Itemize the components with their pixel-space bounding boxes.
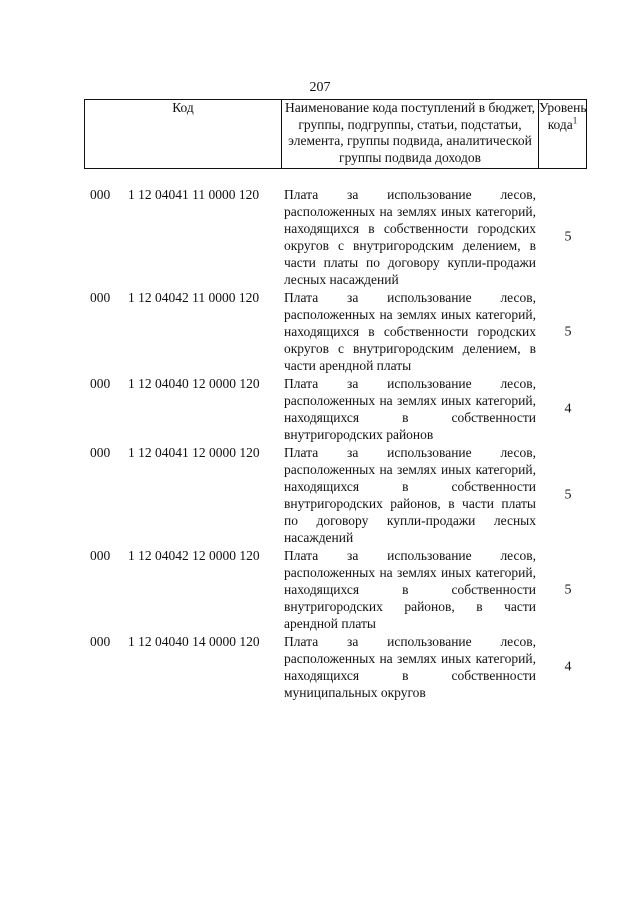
table-row (84, 444, 584, 546)
header-level-label: Уровень кода (539, 100, 587, 132)
header-name: Наименование кода поступлений в бюджет, группы, подгруппы, статьи, подстатьи, элемента, группы подвида, аналитической группы подвида доходов (282, 100, 539, 169)
page-number: 207 (309, 80, 331, 95)
table-row (84, 186, 584, 288)
table-row (84, 289, 584, 374)
row-name: Плата за использование лесов, расположенных на землях иных категорий, находящихся в собственности внутригородских районов, в части арендной платы (284, 548, 536, 631)
row-level: 5 (564, 324, 572, 339)
row-level: 5 (564, 487, 572, 503)
row-code: 1 12 04040 12 0000 120 (128, 376, 260, 391)
row-code: 1 12 04041 12 0000 120 (128, 445, 260, 460)
row-code: 1 12 04041 11 0000 120 (128, 187, 260, 202)
row-name: Плата за использование лесов, расположенных на землях иных категорий, находящихся в собственности внутригородских районов (284, 376, 536, 442)
table-body (84, 186, 584, 702)
row-code: 1 12 04040 14 0000 120 (128, 634, 260, 649)
row-name: Плата за использование лесов, расположенных на землях иных категорий, находящихся в собственности городских округов с внутригородским делением, в части платы по договору купли-продажи лесных насаждений (284, 187, 536, 287)
row-prefix: 000 (90, 290, 111, 305)
row-prefix: 000 (90, 187, 111, 202)
row-prefix: 000 (90, 445, 111, 460)
row-level: 4 (564, 401, 572, 417)
table-header (84, 99, 587, 169)
header-code: Код (85, 100, 282, 169)
row-name: Плата за использование лесов, расположенных на землях иных категорий, находящихся в собственности муниципальных округов (284, 634, 536, 700)
table-row (84, 547, 584, 632)
row-name: Плата за использование лесов, расположенных на землях иных категорий, находящихся в собственности городских округов с внутригородским делением, в части арендной платы (284, 290, 536, 373)
row-level: 4 (564, 659, 572, 675)
row-prefix: 000 (90, 376, 111, 391)
row-level: 5 (564, 582, 572, 597)
row-name: Плата за использование лесов, расположенных на землях иных категорий, находящихся в собственности внутригородских районов, в части платы по договору купли-продажи лесных насаждений (284, 445, 536, 545)
row-code: 1 12 04042 12 0000 120 (128, 548, 260, 563)
header-level (539, 100, 587, 169)
table-row (84, 375, 584, 443)
header-level-footnote: 1 (572, 115, 578, 125)
row-prefix: 000 (90, 548, 111, 563)
row-level: 5 (564, 229, 572, 245)
row-prefix: 000 (90, 634, 111, 649)
row-code: 1 12 04042 11 0000 120 (128, 290, 260, 305)
table-row (84, 633, 584, 701)
